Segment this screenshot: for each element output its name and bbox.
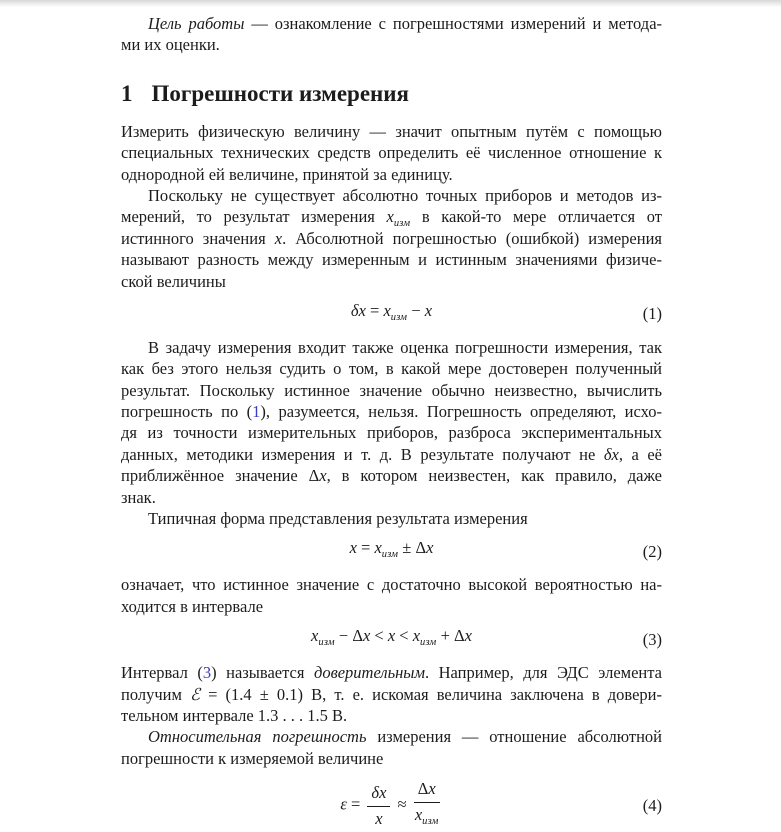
text-segment: x	[414, 805, 423, 825]
text-line	[121, 726, 662, 747]
text-segment: x	[274, 228, 283, 248]
text-segment: в какой-то мере отличается от	[410, 207, 662, 227]
text-line	[121, 705, 662, 726]
text-segment: x	[424, 300, 433, 320]
text-segment: x	[386, 207, 394, 227]
text-segment: ℰ	[190, 684, 201, 704]
text-segment: данных, методики измерения и т. д. В результате получают не	[121, 444, 604, 464]
intro-paragraph	[121, 0, 662, 56]
fraction-numerator	[414, 779, 440, 803]
text-segment: ), разумеется, нельзя. Погрешность определяют, исхо-	[260, 402, 662, 422]
equation-number: (3)	[642, 629, 662, 649]
text-segment: − Δ	[334, 626, 363, 646]
text-segment: , в котором неизвестен, как правило, даже	[326, 466, 662, 486]
text-line	[121, 574, 662, 595]
text-segment: δx	[371, 782, 387, 802]
text-line	[121, 34, 662, 55]
text-segment: истинного значения	[121, 228, 275, 248]
section-heading	[121, 80, 781, 108]
text-line	[121, 662, 662, 683]
text-segment: знак.	[121, 487, 156, 507]
text-segment: Δ	[417, 779, 429, 799]
text-segment: изм	[318, 637, 335, 649]
text-segment: В задачу измерения входит также оценка погрешности измерения, так	[148, 337, 662, 357]
text-segment: Типичная форма представления результата измерения	[148, 509, 528, 529]
text-line	[121, 508, 662, 529]
text-segment: x	[428, 779, 436, 799]
text-segment: измерения — отношение абсолютной	[366, 727, 662, 747]
text-segment: получим	[121, 684, 191, 704]
fraction-denominator	[414, 803, 440, 832]
text-segment: изм	[381, 549, 399, 561]
equation-ref-link[interactable]: 1	[252, 402, 261, 422]
text-segment: Измерить физическую величину — значит опытным путём с помощью	[121, 121, 662, 141]
text-segment: x	[464, 626, 472, 646]
emphasis-text: Цель работы	[148, 14, 245, 33]
section-number: 1	[121, 80, 133, 106]
text-segment: тельном интервале 1.3 . . . 1.5 В.	[121, 705, 348, 725]
text-segment: означает, что истинное значение с достаточно высокой вероятностью на-	[121, 575, 662, 595]
equation	[121, 624, 662, 655]
text-segment: специальных технических средств определить её численное отношение к	[121, 143, 662, 163]
text-line	[121, 271, 662, 292]
fraction-denominator	[367, 807, 390, 829]
text-segment: ε	[340, 794, 347, 814]
text-segment: ) называется	[211, 663, 314, 683]
text-segment: x	[383, 300, 391, 320]
text-line	[121, 358, 662, 379]
text-segment: x	[374, 538, 382, 558]
text-segment: =	[346, 794, 365, 814]
text-segment: однородной ей величине, принятой за единицу.	[121, 164, 453, 184]
text-segment: . Например, для ЭДС элемента	[424, 663, 662, 683]
text-segment: = (1.4 ± 0.1) В, т. е. искомая величина заключена в довери-	[200, 684, 662, 704]
text-segment: ± Δ	[398, 538, 427, 558]
text-segment: ≈	[393, 794, 411, 814]
text-line	[121, 164, 662, 185]
equation-body	[351, 299, 432, 330]
equation-number: (2)	[642, 541, 662, 561]
text-segment: x	[319, 466, 327, 486]
text-line	[121, 444, 662, 465]
text-segment: Поскольку не существует абсолютно точных приборов и методов из-	[148, 185, 662, 205]
equation-body	[311, 624, 472, 655]
text-segment: −	[407, 300, 425, 320]
text-segment: . Абсолютной погрешностью (ошибкой) измерения	[282, 228, 662, 248]
text-segment: дя из точности измерительных приборов, разброса экспериментальных	[121, 423, 662, 443]
text-line	[121, 337, 662, 358]
text-segment: =	[356, 538, 375, 558]
text-line	[121, 596, 662, 617]
equation-number: (1)	[642, 304, 662, 324]
text-segment: изм	[422, 816, 439, 828]
text-segment: x	[387, 626, 396, 646]
text-segment: погрешность по (	[121, 402, 253, 422]
text-line	[121, 142, 662, 163]
text-segment: мерений, то результат измерения	[121, 207, 387, 227]
text-segment: изм	[393, 218, 411, 230]
text-segment: результат. Поскольку истинное значение обычно неизвестно, вычислить	[121, 380, 662, 400]
text-line	[121, 121, 662, 142]
text-segment: изм	[420, 637, 437, 649]
text-segment: δx	[603, 444, 619, 464]
fraction	[367, 783, 390, 829]
text-segment: δx	[350, 300, 366, 320]
fraction-numerator	[367, 783, 390, 807]
text-line	[121, 487, 662, 508]
text-line	[121, 206, 662, 230]
equation-body	[340, 779, 442, 832]
text-line	[121, 422, 662, 443]
text-segment: x	[362, 626, 371, 646]
text-segment: x	[426, 538, 434, 558]
text-line	[121, 380, 662, 401]
text-line	[121, 748, 662, 769]
text-segment: как без этого нельзя судить о том, в какой мере достоверен полученный	[121, 359, 662, 379]
text-segment: x	[311, 626, 319, 646]
text-segment: x	[412, 626, 421, 646]
text-segment: <	[370, 626, 388, 646]
text-segment: <	[395, 626, 413, 646]
text-line	[121, 13, 662, 34]
text-segment: ской величины	[121, 271, 226, 291]
text-segment: изм	[390, 311, 408, 323]
text-segment: приближённое значение Δ	[121, 466, 320, 486]
text-segment: ми их оценки.	[121, 35, 220, 55]
text-segment: x	[349, 538, 357, 558]
equation-body	[350, 536, 434, 567]
equation-number: (4)	[642, 795, 662, 815]
text-line	[121, 465, 662, 486]
text-line	[121, 684, 662, 705]
emphasis-text: доверительным	[313, 663, 425, 683]
text-line	[121, 228, 662, 249]
text-line	[121, 249, 662, 270]
text-segment: называют разность между измеренным и истинным значениями физиче-	[121, 250, 662, 270]
text-segment: Интервал (	[121, 663, 203, 683]
text-segment: , а её	[618, 444, 662, 464]
equation	[121, 536, 662, 567]
equation	[121, 299, 662, 330]
text-line	[121, 185, 662, 206]
text-segment: ходится в интервале	[121, 596, 264, 616]
section-content	[121, 121, 662, 832]
text-line	[121, 401, 662, 422]
text-segment: погрешности к измеряемой величине	[121, 748, 384, 768]
emphasis-text: Относительная погрешность	[148, 727, 367, 747]
text-segment: x	[375, 808, 383, 828]
fraction	[414, 779, 440, 832]
equation-ref-link[interactable]: 3	[202, 663, 212, 683]
text-segment: — ознакомление с погрешностями измерений и метода-	[244, 14, 663, 33]
equation	[121, 779, 662, 832]
text-segment: + Δ	[436, 626, 465, 646]
text-segment: =	[365, 300, 384, 320]
section-title: Погрешности измерения	[151, 80, 410, 106]
